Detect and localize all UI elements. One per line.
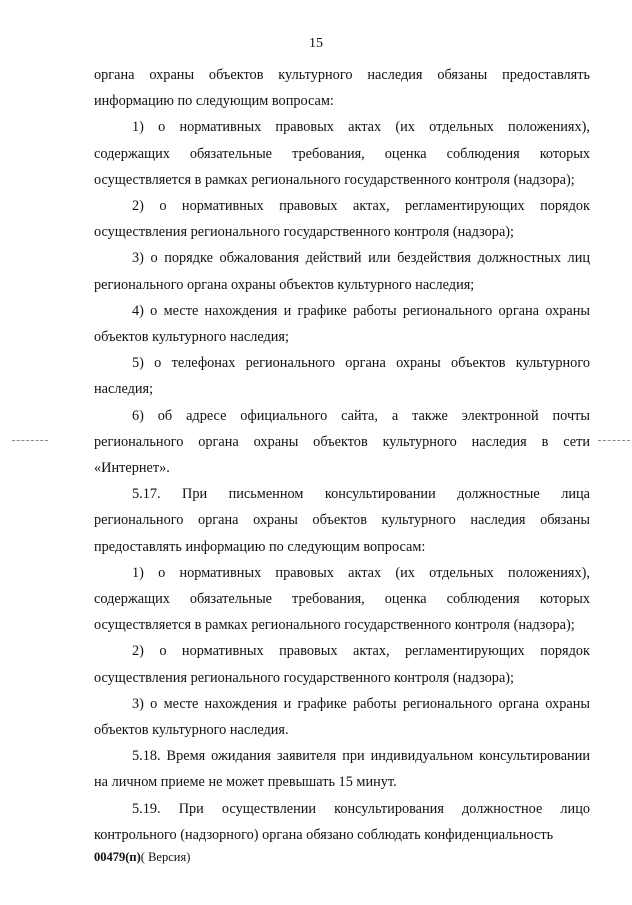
paragraph-item-6: 6) об адресе официального сайта, а также электронной почты регионального органа охраны объектов культурного наследия в сети «Интернет».: [94, 407, 590, 477]
paragraph-5-17-item-1: 1) о нормативных правовых актах (их отдельных положениях), содержащих обязательные требования, оценка соблюдения которых осуществляется в рамках регионального государственного контроля (надзора);: [94, 564, 590, 634]
paragraph-5-19: 5.19. При осуществлении консультирования должностное лицо контрольного (надзорного) органа обязано соблюдать конфиденциальность: [94, 800, 590, 843]
paragraph-item-4: 4) о месте нахождения и графике работы регионального органа охраны объектов культурного наследия;: [94, 302, 590, 346]
paragraph-5-17-item-3: 3) о месте нахождения и графике работы регионального органа охраны объектов культурного наследия.: [94, 695, 590, 739]
document-version: ( Версия): [140, 850, 191, 864]
paragraph-item-1: 1) о нормативных правовых актах (их отдельных положениях), содержащих обязательные требования, оценка соблюдения которых осуществляется в рамках регионального государственного контроля (надзора);: [94, 119, 590, 188]
right-margin-mark: [598, 440, 630, 441]
left-margin-mark: [12, 440, 48, 441]
paragraph-5-18: 5.18. Время ожидания заявителя при индивидуальном консультировании на личном приеме не может превышать 15 минут.: [94, 748, 590, 791]
paragraph-item-3: 3) о порядке обжалования действий или бездействия должностных лиц регионального органа охраны объектов культурного наследия;: [94, 250, 590, 293]
page-number: 15: [309, 36, 323, 51]
paragraph-item-2: 2) о нормативных правовых актах, регламентирующих порядок осуществления регионального государственного контроля (надзора);: [94, 198, 590, 241]
paragraph-item-5: 5) о телефонах регионального органа охраны объектов культурного наследия;: [94, 355, 590, 398]
paragraph-continuation: органа охраны объектов культурного наследия обязаны предоставлять информацию по следующим вопросам:: [94, 67, 590, 110]
document-footer: [94, 850, 190, 865]
paragraph-5-17: 5.17. При письменном консультировании должностные лица регионального органа охраны объектов культурного наследия обязаны предоставлять информацию по следующим вопросам:: [94, 486, 590, 555]
document-code: 00479(п): [94, 850, 141, 864]
document-body: [94, 62, 590, 848]
paragraph-5-17-item-2: 2) о нормативных правовых актах, регламентирующих порядок осуществления регионального государственного контроля (надзора);: [94, 643, 590, 686]
